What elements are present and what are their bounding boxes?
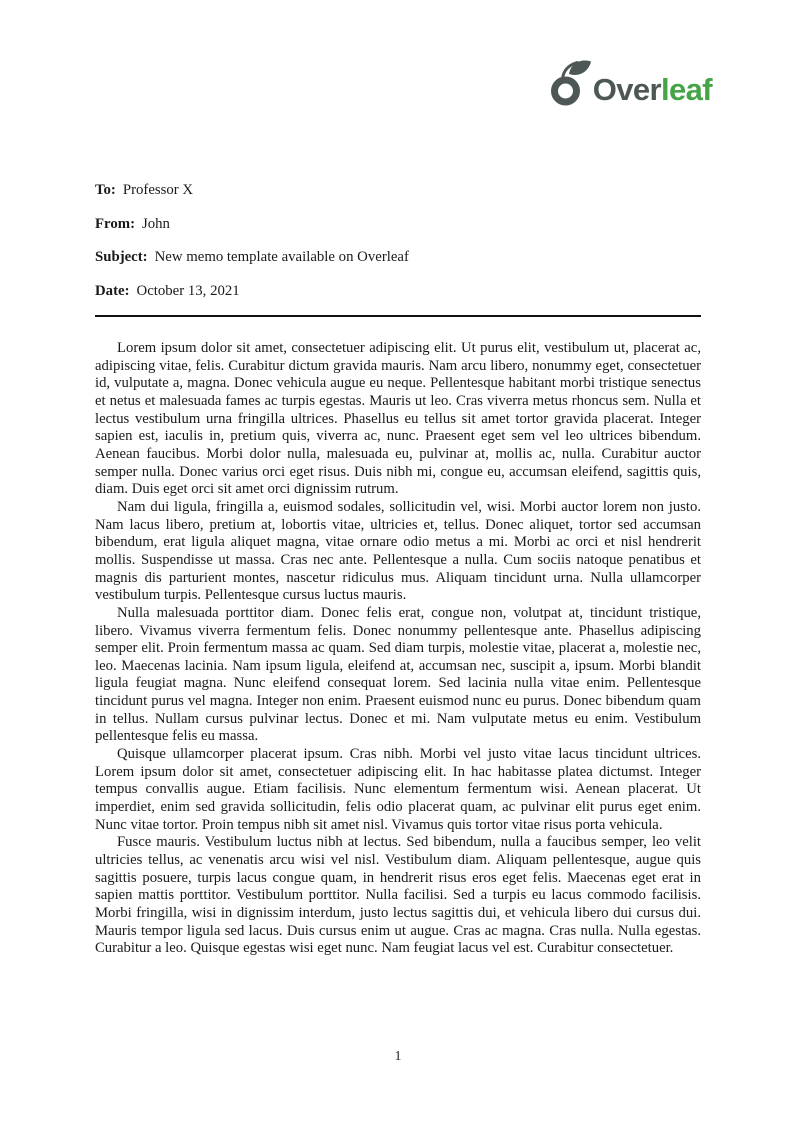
body-paragraph-2: Nam dui ligula, fringilla a, euismod sodales, sollicitudin vel, wisi. Morbi auctor lorem non justo. Nam lacus libero, pretium at, lobortis vitae, ultricies et, tellus. Donec aliquet, tortor sed accumsan bibendum, erat ligula aliquet magna, vitae ornare odio metus a mi. Morbi ac orci et nisl hendrerit mollis. Suspendisse ut massa. Cras nec ante. Pellentesque a nulla. Cum sociis natoque penatibus et magnis dis parturient montes, nascetur ridiculus mus. Aliquam tincidunt urna. Nulla ullamcorper vestibulum turpis. Pellentesque cursus luctus mauris. (95, 498, 701, 604)
divider-rule (95, 315, 701, 317)
memo-field-subject (95, 248, 701, 266)
memo-field-date (95, 282, 701, 300)
body-paragraph-4: Quisque ullamcorper placerat ipsum. Cras nibh. Morbi vel justo vitae lacus tincidunt ultrices. Lorem ipsum dolor sit amet, consectetuer adipiscing elit. In hac habitasse platea dictumst. Integer tempus convallis augue. Etiam facilisis. Nunc elementum fermentum wisi. Aenean placerat. Ut imperdiet, enim sed gravida sollicitudin, felis odio placerat quam, ac pulvinar elit purus eget enim. Nunc vitae tortor. Proin tempus nibh sit amet nisl. Vivamus quis tortor vitae risus porta vehicula. (95, 746, 701, 833)
memo-body (95, 340, 701, 958)
date-label: Date: (95, 282, 130, 299)
to-label: To: (95, 182, 116, 198)
from-value: John (142, 215, 170, 232)
memo-field-to (95, 181, 701, 199)
overleaf-logo (550, 58, 712, 106)
memo-field-from (95, 215, 701, 233)
overleaf-o-leaf-icon (550, 58, 592, 106)
body-paragraph-5: Fusce mauris. Vestibulum luctus nibh at lectus. Sed bibendum, nulla a faucibus semper, leo velit ultricies tellus, ac venenatis arcu wisi vel nisl. Vestibulum diam. Aliquam pellentesque, augue quis sagittis posuere, turpis lacus congue quam, in hendrerit risus eros eget felis. Maecenas eget erat in sapien mattis porttitor. Vestibulum porttitor. Nulla facilisi. Sed a turpis eu lacus commodo facilisis. Morbi fringilla, wisi in dignissim interdum, justo lectus sagittis dui, et vehicula libero dui cursus dui. Mauris tempor ligula sed lacus. Duis cursus enim ut augue. Cras ac magna. Cras nulla. Nulla egestas. Curabitur a leo. Quisque egestas wisi eget nunc. Nam feugiat lacus vel est. Curabitur consectetuer. (95, 834, 701, 957)
body-paragraph-1: Lorem ipsum dolor sit amet, consectetuer adipiscing elit. Ut purus elit, vestibulum ut, placerat ac, adipiscing vitae, felis. Curabitur dictum gravida mauris. Nam arcu libero, nonummy eget, consectetuer id, vulputate a, magna. Donec vehicula augue eu neque. Pellentesque habitant morbi tristique senectus et netus et malesuada fames ac turpis egestas. Mauris ut leo. Cras viverra metus rhoncus sem. Nulla et lectus vestibulum urna fringilla ultrices. Phasellus eu tellus sit amet tortor gravida placerat. Integer sapien est, iaculis in, pretium quis, viverra ac, nunc. Praesent eget sem vel leo ultrices bibendum. Aenean faucibus. Morbi dolor nulla, malesuada eu, pulvinar at, mollis ac, nulla. Curabitur auctor semper nulla. Donec varius orci eget risus. Duis nibh mi, congue eu, accumsan eleifend, sagittis quis, diam. Duis eget orci sit amet orci dignissim rutrum. (95, 340, 701, 498)
date-value: October 13, 2021 (136, 282, 240, 299)
logo-text-over: Over (592, 72, 661, 107)
logo-text-leaf: leaf (660, 72, 712, 107)
memo-header (95, 181, 701, 315)
from-label: From: (95, 215, 135, 232)
to-value: Professor X (122, 182, 194, 198)
subject-label: Subject: (95, 249, 148, 265)
subject-value: New memo template available on Overleaf (154, 249, 409, 265)
page-number: 1 (394, 1049, 402, 1064)
body-paragraph-3: Nulla malesuada porttitor diam. Donec felis erat, congue non, volutpat at, tincidunt tristique, libero. Vivamus viverra fermentum felis. Donec nonummy pellentesque ante. Phasellus adipiscing semper elit. Proin fermentum massa ac quam. Sed diam turpis, molestie vitae, placerat a, molestie nec, leo. Maecenas lacinia. Nam ipsum ligula, eleifend at, accumsan nec, suscipit a, ipsum. Morbi blandit ligula feugiat magna. Nunc eleifend consequat lorem. Sed lacinia nulla vitae enim. Pellentesque tincidunt purus vel magna. Integer non enim. Praesent euismod nunc eu purus. Donec bibendum quam in tellus. Nullam cursus pulvinar lectus. Donec et mi. Nam vulputate metus eu enim. Vestibulum pellentesque felis eu massa. (95, 604, 701, 745)
